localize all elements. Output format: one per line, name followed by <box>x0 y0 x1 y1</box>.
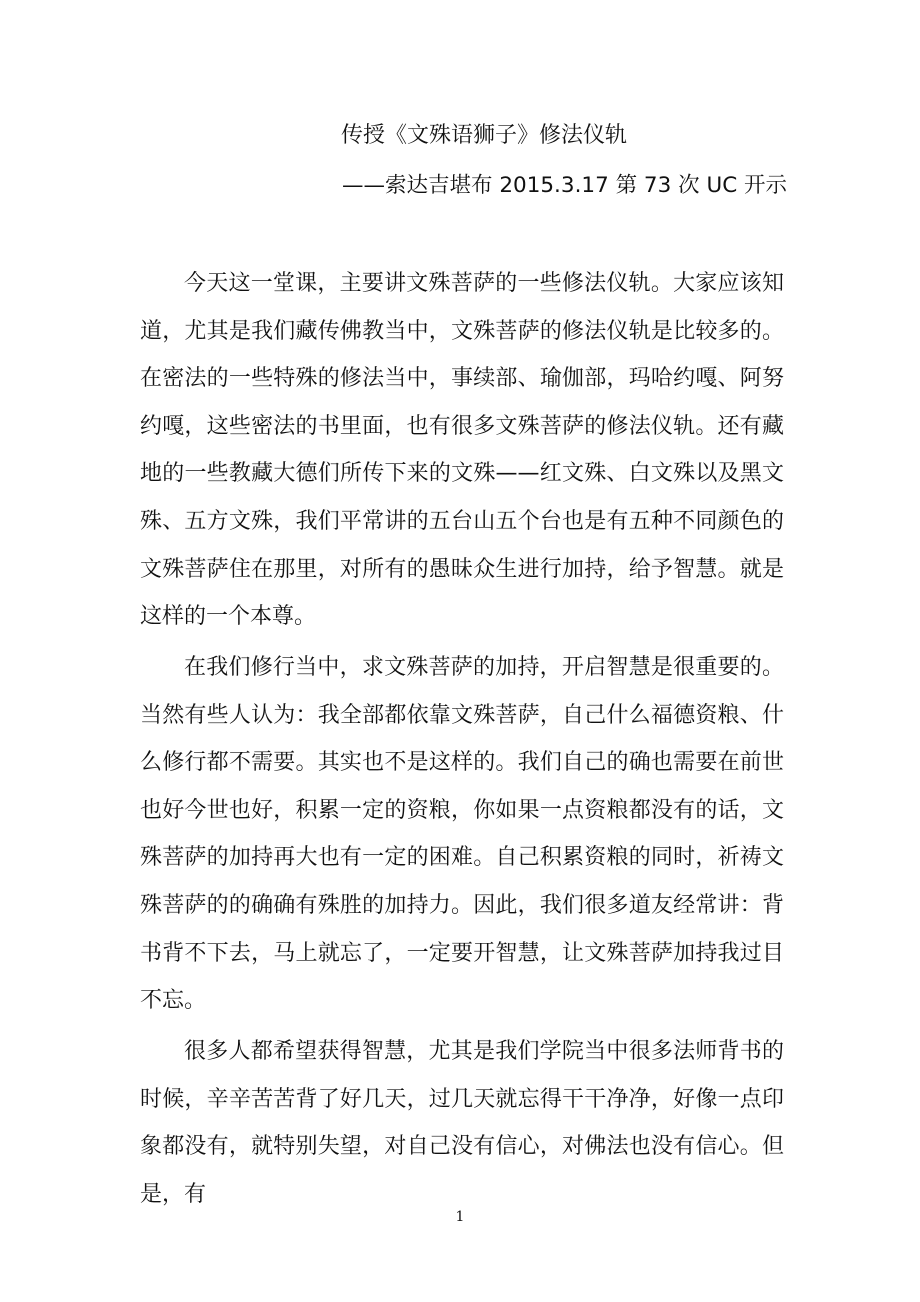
body-paragraph: 在我们修行当中，求文殊菩萨的加持，开启智慧是很重要的。当然有些人认为：我全部都依靠文殊菩萨，自己什么福德资粮、什么修行都不需要。其实也不是这样的。我们自己的确也需要在前世也好今世也好，积累一定的资粮，你如果一点资粮都没有的话，文殊菩萨的加持再大也有一定的困难。自己积累资粮的同时，祈祷文殊菩萨的的确确有殊胜的加持力。因此，我们很多道友经常讲：背书背不下去，马上就忘了，一定要开智慧，让文殊菩萨加持我过目不忘。 <box>140 655 784 1014</box>
document-title: 传授《文殊语狮子》修法仪轨 <box>341 123 628 148</box>
body-paragraph: 今天这一堂课，主要讲文殊菩萨的一些修法仪轨。大家应该知道，尤其是我们藏传佛教当中，文殊菩萨的修法仪轨是比较多的。在密法的一些特殊的修法当中，事续部、瑜伽部，玛哈约嘎、阿努约嘎，这些密法的书里面，也有很多文殊菩萨的修法仪轨。还有藏地的一些教藏大德们所传下来的文殊——红文殊、白文殊以及黑文殊、五方文殊，我们平常讲的五台山五个台也是有五种不同颜色的文殊菩萨住在那里，对所有的愚昧众生进行加持，给予智慧。就是这样的一个本尊。 <box>140 271 784 630</box>
body-paragraph: 很多人都希望获得智慧，尤其是我们学院当中很多法师背书的时候，辛辛苦苦背了好几天，过几天就忘得干干净净，好像一点印象都没有，就特别失望，对自己没有信心，对佛法也没有信心。但是，有 <box>140 1039 784 1207</box>
document-subtitle: ——索达吉堪布 2015.3.17 第 73 次 UC 开示 <box>342 173 788 198</box>
page-number: 1 <box>455 1209 465 1225</box>
